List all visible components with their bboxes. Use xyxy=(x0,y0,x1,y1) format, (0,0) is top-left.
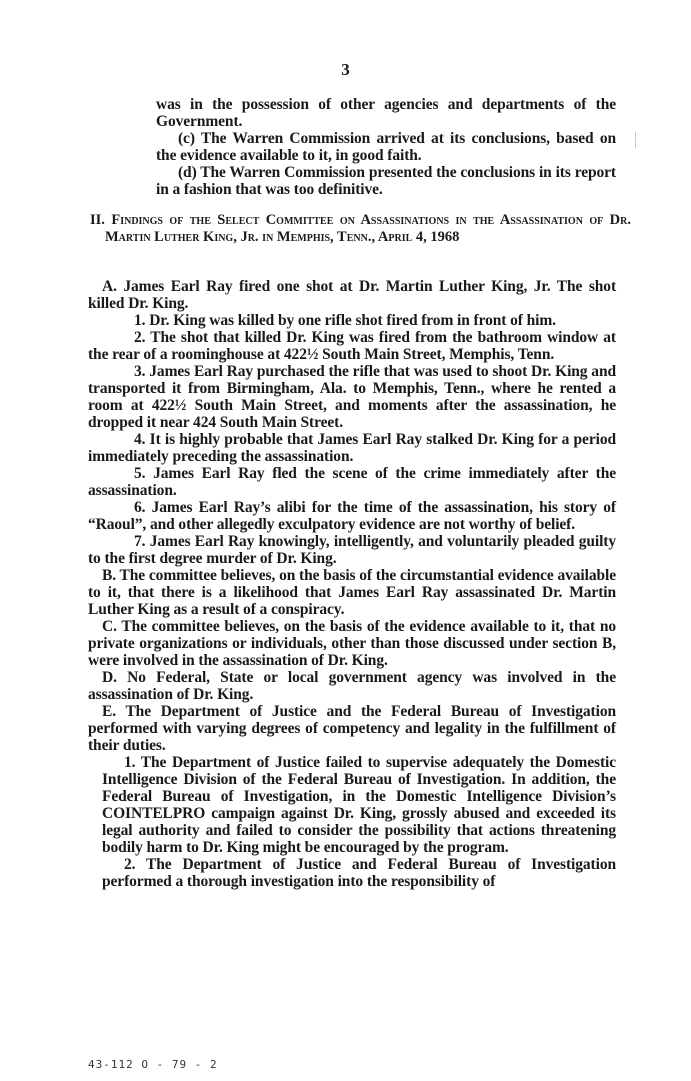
finding-a: A. James Earl Ray fired one shot at Dr. Martin Luther King, Jr. The shot killed Dr. King. xyxy=(88,278,616,312)
finding-a-6: 6. James Earl Ray’s alibi for the time of the assassination, his story of “Raoul”, and other allegedly exculpatory evidence are not worthy of belief. xyxy=(88,499,616,533)
finding-e: E. The Department of Justice and the Federal Bureau of Investigation performed with varying degrees of competency and legality in the fulfillment of their duties. xyxy=(88,703,616,754)
finding-e-subitems xyxy=(88,754,616,890)
margin-mark xyxy=(635,132,636,148)
finding-c: C. The committee believes, on the basis of the evidence available to it, that no private organizations or individuals, other than those discussed under section B, were involved in the assassination of Dr. King. xyxy=(88,618,616,669)
section-ii-body xyxy=(88,278,616,890)
intro-section xyxy=(88,96,616,198)
finding-b: B. The committee believes, on the basis of the circumstantial evidence available to it, that there is a likelihood that James Earl Ray assassinated Dr. Martin Luther King as a result of a conspiracy. xyxy=(88,567,616,618)
finding-e-2: 2. The Department of Justice and Federal Bureau of Investigation performed a thorough investigation into the responsibility of xyxy=(102,856,616,890)
finding-a-7: 7. James Earl Ray knowingly, intelligently, and voluntarily pleaded guilty to the first degree murder of Dr. King. xyxy=(88,533,616,567)
item-c-paragraph: (c) The Warren Commission arrived at its conclusions, based on the evidence available to it, in good faith. xyxy=(156,130,616,164)
footer-print-code: 43-112 O - 79 - 2 xyxy=(88,1058,218,1071)
finding-a-5: 5. James Earl Ray fled the scene of the crime immediately after the assassination. xyxy=(88,465,616,499)
finding-a-2: 2. The shot that killed Dr. King was fired from the bathroom window at the rear of a roominghouse at 422½ South Main Street, Memphis, Tenn. xyxy=(88,329,616,363)
continuation-paragraph: was in the possession of other agencies and departments of the Government. xyxy=(156,96,616,130)
finding-d: D. No Federal, State or local government agency was involved in the assassination of Dr. King. xyxy=(88,669,616,703)
section-ii-heading: II. Findings of the Select Committee on Assassinations in the Assassination of Dr. Martin Luther King, Jr. in Memphis, Tenn., April 4, 1968 xyxy=(90,212,631,245)
finding-a-1: 1. Dr. King was killed by one rifle shot fired from in front of him. xyxy=(134,312,556,329)
finding-a-4: 4. It is highly probable that James Earl Ray stalked Dr. King for a period immediately preceding the assassination. xyxy=(88,431,616,465)
finding-a-3: 3. James Earl Ray purchased the rifle that was used to shoot Dr. King and transported it from Birmingham, Ala. to Memphis, Tenn., where he rented a room at 422½ South Main Street, and moments after the assassination, he dropped it near 424 South Main Street. xyxy=(88,363,616,431)
item-d-paragraph: (d) The Warren Commission presented the conclusions in its report in a fashion that was too definitive. xyxy=(156,164,616,198)
page-number: 3 xyxy=(341,60,350,79)
finding-e-1: 1. The Department of Justice failed to supervise adequately the Domestic Intelligence Division of the Federal Bureau of Investigation. In addition, the Federal Bureau of Investigation, in the Domestic Intelligence Division’s COINTELPRO campaign against Dr. King, grossly abused and exceeded its legal authority and failed to consider the possibility that actions threatening bodily harm to Dr. King might be encouraged by the program. xyxy=(102,754,616,856)
